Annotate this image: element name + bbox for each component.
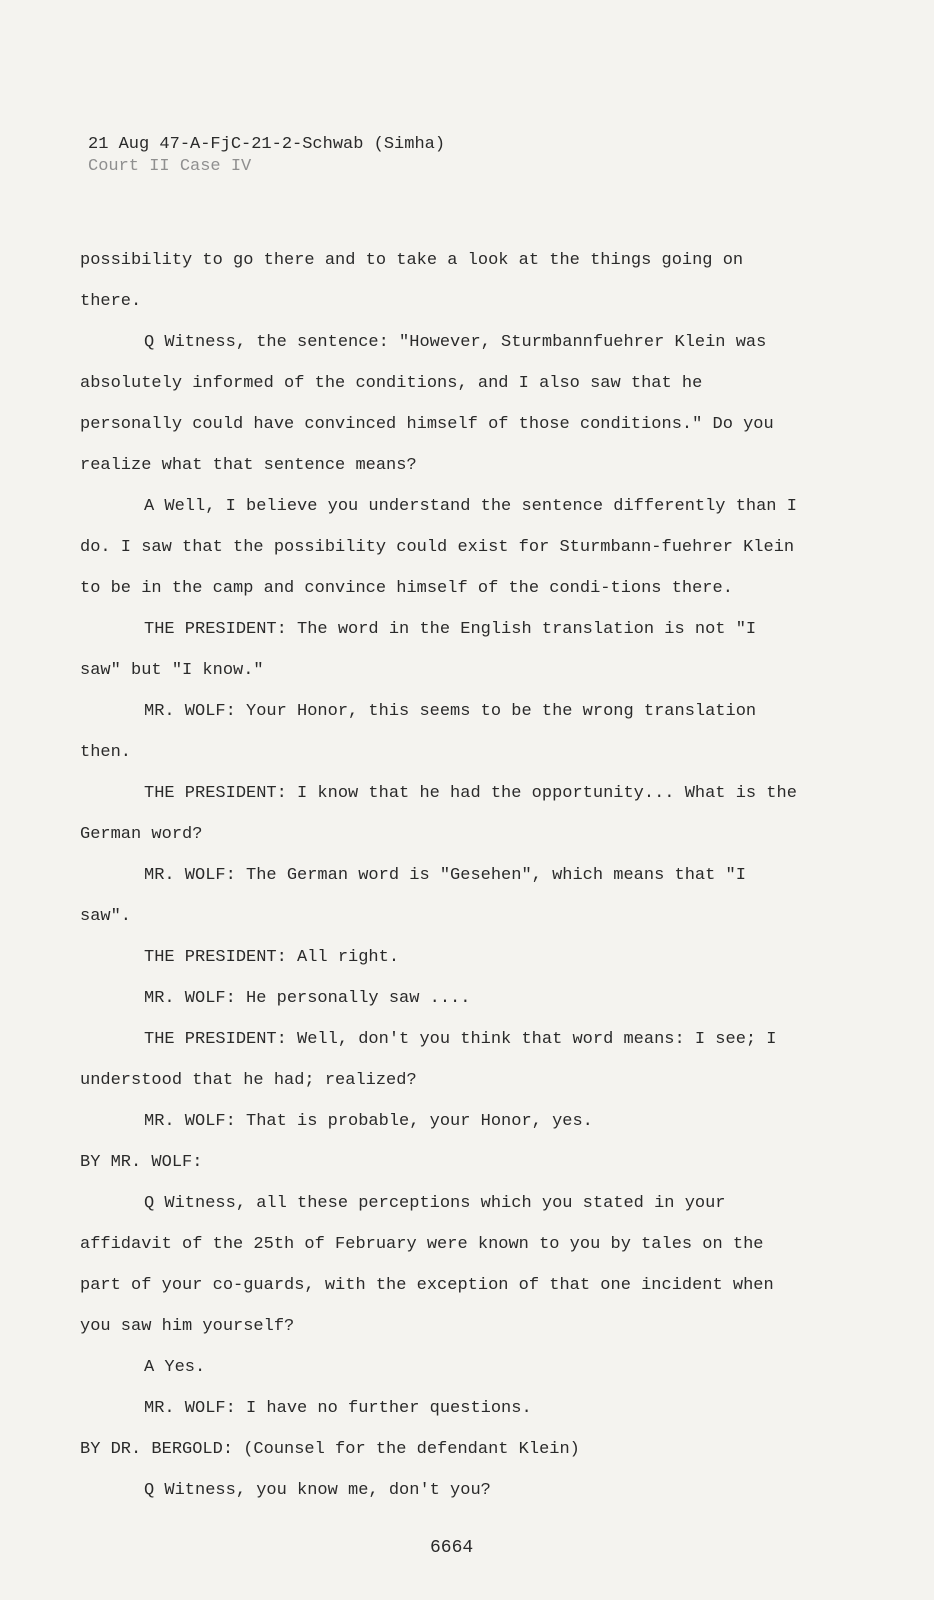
header-line-2: Court II Case IV [88, 157, 252, 176]
transcript-body [80, 240, 800, 1511]
examiner-heading: BY DR. BERGOLD: (Counsel for the defendant Klein) [80, 1440, 580, 1459]
paragraph-wolf: MR. WOLF: He personally saw .... [144, 989, 471, 1008]
paragraph-wolf: MR. WOLF: That is probable, your Honor, yes. [144, 1112, 593, 1131]
paragraph-president: THE PRESIDENT: All right. [144, 948, 400, 967]
page-number: 6664 [430, 1538, 474, 1558]
paragraph-question: Q Witness, all these perceptions which you stated in your affidavit of the 25th of February were known to you by tales on the part of your co-guards, with the exception of that one incident when you saw him yourself? [80, 1194, 774, 1336]
paragraph-wolf: MR. WOLF: The German word is "Gesehen", which means that "I saw". [80, 866, 746, 926]
paragraph-president: THE PRESIDENT: I know that he had the opportunity... What is the German word? [80, 784, 797, 844]
paragraph-answer: A Well, I believe you understand the sentence differently than I do. I saw that the possibility could exist for Sturmbann-fuehrer Klein to be in the camp and convince himself of the condi-tions there. [80, 497, 797, 598]
paragraph-question: Q Witness, the sentence: "However, Sturmbannfuehrer Klein was absolutely informed of the conditions, and I also saw that he personally could have convinced himself of those conditions." Do you realize what that sentence means? [80, 333, 774, 475]
examiner-heading: BY MR. WOLF: [80, 1153, 203, 1172]
paragraph-wolf: MR. WOLF: I have no further questions. [144, 1399, 532, 1418]
paragraph-wolf: MR. WOLF: Your Honor, this seems to be the wrong translation then. [80, 702, 757, 762]
paragraph-question: Q Witness, you know me, don't you? [144, 1481, 491, 1500]
paragraph-continuation: possibility to go there and to take a look at the things going on there. [80, 251, 744, 311]
paragraph-president: THE PRESIDENT: The word in the English translation is not "I saw" but "I know." [80, 620, 757, 680]
header-line-1: 21 Aug 47-A-FjC-21-2-Schwab (Simha) [88, 135, 446, 154]
paragraph-president: THE PRESIDENT: Well, don't you think that word means: I see; I understood that he had; realized? [80, 1030, 777, 1090]
paragraph-answer: A Yes. [144, 1358, 206, 1377]
document-header [88, 134, 445, 178]
